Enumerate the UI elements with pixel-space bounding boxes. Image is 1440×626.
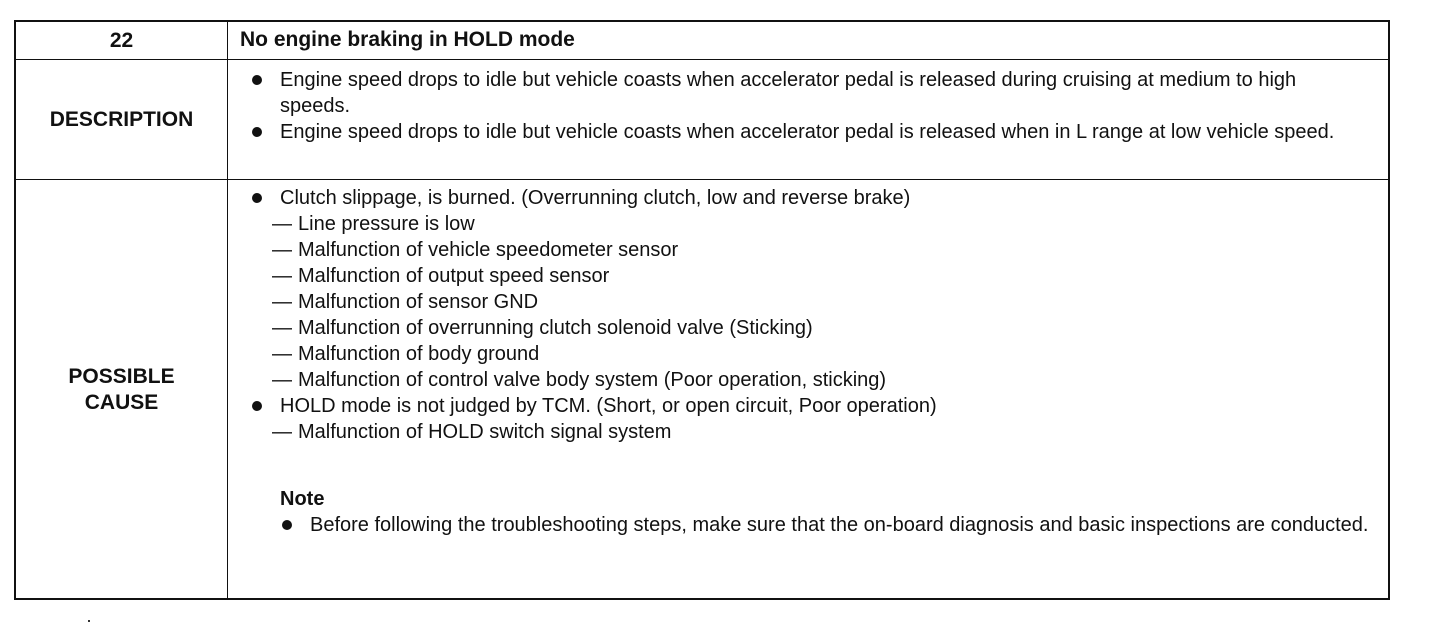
description-text: Engine speed drops to idle but vehicle coasts when accelerator pedal is released when in L range at low vehicle speed. [280, 121, 1335, 143]
description-list [240, 67, 1370, 145]
description-cell [228, 60, 1388, 179]
sub-cause-item [272, 263, 1370, 289]
dash-icon: — [272, 265, 292, 287]
dash-icon: — [272, 317, 292, 339]
bullet-icon [252, 75, 262, 85]
cause-item [240, 393, 1370, 445]
description-label: DESCRIPTION [16, 60, 228, 179]
sub-cause-text: Malfunction of overrunning clutch solenoid valve (Sticking) [298, 317, 813, 339]
dash-icon: — [272, 369, 292, 391]
dash-icon: — [272, 343, 292, 365]
description-text: Engine speed drops to idle but vehicle coasts when accelerator pedal is released during cruising at medium to high speeds. [280, 69, 1297, 117]
dash-icon: — [272, 213, 292, 235]
sub-cause-item [272, 289, 1370, 315]
sub-cause-text: Malfunction of output speed sensor [298, 265, 610, 287]
cause-item [240, 185, 1370, 393]
sub-cause-text: Malfunction of control valve body system (Poor operation, sticking) [298, 369, 887, 391]
possible-cause-label-line2: CAUSE [84, 391, 159, 414]
scan-speck [88, 620, 90, 622]
possible-cause-row [16, 180, 1388, 600]
dash-icon: — [272, 421, 292, 443]
bullet-icon [252, 401, 262, 411]
sub-cause-item [272, 211, 1370, 237]
item-number: 22 [16, 22, 228, 59]
header-title-cell [228, 22, 1388, 59]
cause-list [240, 185, 1370, 445]
cause-text: Clutch slippage, is burned. (Overrunning clutch, low and reverse brake) [280, 187, 911, 209]
dash-icon: — [272, 239, 292, 261]
sub-cause-text: Line pressure is low [298, 213, 475, 235]
possible-cause-label [16, 180, 228, 600]
possible-cause-cell [228, 180, 1388, 600]
bullet-icon [252, 127, 262, 137]
sub-cause-item [272, 367, 1370, 393]
possible-cause-label-line1: POSSIBLE [68, 365, 175, 388]
note-title: Note [280, 488, 325, 510]
sub-cause-text: Malfunction of vehicle speedometer sensor [298, 239, 679, 261]
note-list [280, 512, 1370, 538]
header-row [16, 22, 1388, 60]
sub-cause-item [272, 341, 1370, 367]
bullet-icon [252, 193, 262, 203]
sub-cause-item [272, 419, 1370, 445]
sub-cause-list [272, 211, 1370, 393]
description-row [16, 60, 1388, 180]
description-item [240, 119, 1370, 145]
bullet-icon [282, 520, 292, 530]
item-title: No engine braking in HOLD mode [240, 28, 575, 51]
troubleshooting-table [14, 20, 1390, 600]
dash-icon: — [272, 291, 292, 313]
cause-text: HOLD mode is not judged by TCM. (Short, or open circuit, Poor operation) [280, 395, 937, 417]
description-item [240, 67, 1370, 119]
sub-cause-text: Malfunction of sensor GND [298, 291, 539, 313]
sub-cause-text: Malfunction of HOLD switch signal system [298, 421, 672, 443]
sub-cause-item [272, 315, 1370, 341]
note-block [280, 486, 1370, 538]
sub-cause-text: Malfunction of body ground [298, 343, 540, 365]
note-item [280, 512, 1370, 538]
note-text: Before following the troubleshooting steps, make sure that the on-board diagnosis and basic inspections are conducted. [310, 514, 1369, 536]
sub-cause-item [272, 237, 1370, 263]
sub-cause-list [272, 419, 1370, 445]
